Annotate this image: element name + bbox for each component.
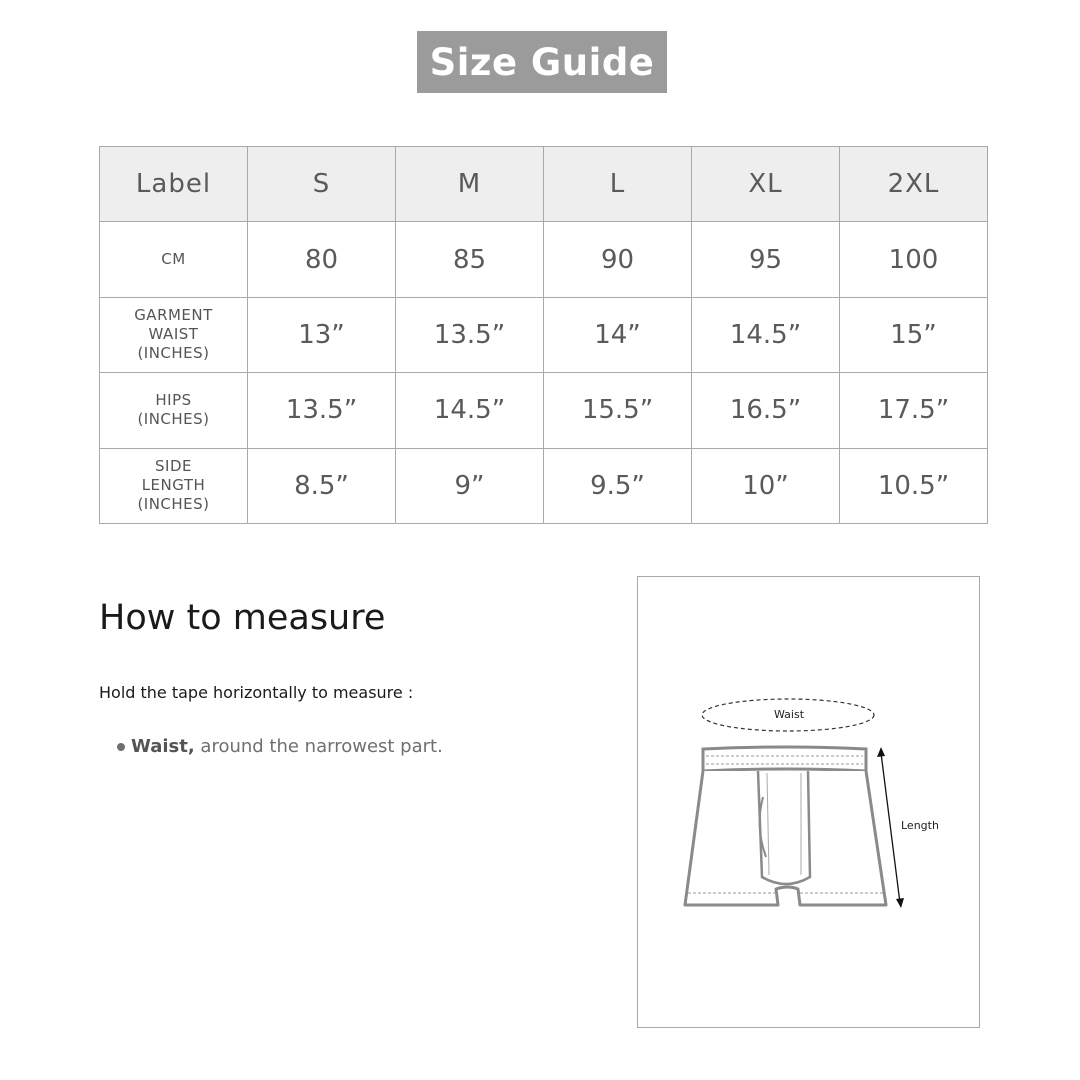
table-cell: 10.5” <box>840 448 988 523</box>
row-label-cm <box>100 222 248 297</box>
table-cell: 13.5” <box>396 297 544 372</box>
table-cell: 9” <box>396 448 544 523</box>
measure-instruction: Hold the tape horizontally to measure : <box>99 683 414 702</box>
row-label-line: SIDE <box>155 457 192 476</box>
header-size-s: S <box>248 147 396 222</box>
waist-bullet <box>117 736 443 757</box>
bullet-text: around the narrowest part. <box>194 736 443 757</box>
how-to-measure-heading: How to measure <box>99 598 386 638</box>
boxer-brief-illustration-icon <box>638 577 981 1029</box>
table-cell: 16.5” <box>692 373 840 448</box>
row-label-waist <box>100 297 248 372</box>
table-cell: 15” <box>840 297 988 372</box>
table-cell: 80 <box>248 222 396 297</box>
header-size-2xl: 2XL <box>840 147 988 222</box>
table-cell: 10” <box>692 448 840 523</box>
row-label-line: (INCHES) <box>137 410 210 429</box>
row-label-line: CM <box>161 250 186 269</box>
row-label-line: WAIST <box>148 325 199 344</box>
table-cell: 14.5” <box>396 373 544 448</box>
bullet-dot-icon <box>117 743 125 751</box>
table-cell: 95 <box>692 222 840 297</box>
waistband-shape <box>703 747 866 771</box>
table-header-row <box>100 147 988 222</box>
table-cell: 100 <box>840 222 988 297</box>
table-row-waist <box>100 297 988 372</box>
measurement-diagram <box>637 576 980 1028</box>
table-cell: 8.5” <box>248 448 396 523</box>
table-cell: 17.5” <box>840 373 988 448</box>
table-row-cm <box>100 222 988 297</box>
size-guide-banner <box>417 31 667 93</box>
table-cell: 90 <box>544 222 692 297</box>
table-cell: 13.5” <box>248 373 396 448</box>
row-label-side-length <box>100 448 248 523</box>
table-cell: 14.5” <box>692 297 840 372</box>
row-label-line: HIPS <box>155 391 192 410</box>
header-size-l: L <box>544 147 692 222</box>
size-table <box>99 146 988 524</box>
table-cell: 15.5” <box>544 373 692 448</box>
header-size-m: M <box>396 147 544 222</box>
row-label-line: LENGTH <box>141 476 206 495</box>
row-label-line: GARMENT <box>134 306 213 325</box>
table-row-side-length <box>100 448 988 523</box>
table-cell: 14” <box>544 297 692 372</box>
row-label-hips <box>100 373 248 448</box>
header-label-cell: Label <box>100 147 248 222</box>
row-label-line: (INCHES) <box>137 344 210 363</box>
table-cell: 9.5” <box>544 448 692 523</box>
table-cell: 13” <box>248 297 396 372</box>
table-cell: 85 <box>396 222 544 297</box>
bullet-bold-text: Waist, <box>131 736 195 757</box>
page-title: Size Guide <box>429 40 655 84</box>
waist-label: Waist <box>774 708 805 721</box>
header-size-xl: XL <box>692 147 840 222</box>
length-label: Length <box>901 819 939 832</box>
table-row-hips <box>100 373 988 448</box>
row-label-line: (INCHES) <box>137 495 210 514</box>
